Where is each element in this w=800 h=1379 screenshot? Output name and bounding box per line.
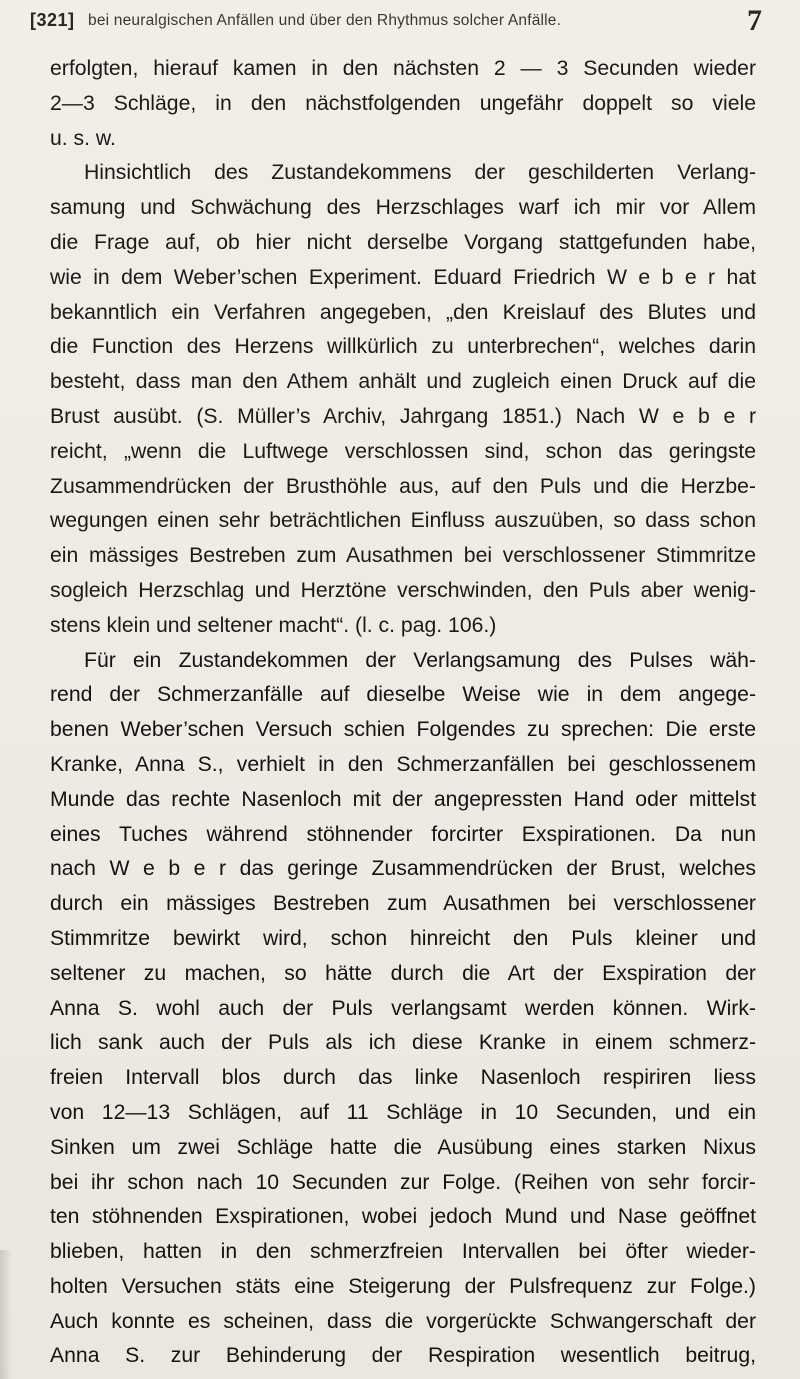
- running-title: bei neuralgischen Anfällen und über den Rhythmus solcher Anfälle.: [88, 12, 562, 29]
- text-line: Hinsichtlich des Zustandekommens der geschilderten Verlang-: [84, 161, 756, 185]
- text-line: erfolgten, hierauf kamen in den nächsten 2 — 3 Secunden wieder: [50, 57, 756, 80]
- text-line: benen Weber’schen Versuch schien Folgendes zu sprechen: Die erste: [50, 718, 756, 742]
- text-line: von 12—13 Schlägen, auf 11 Schläge in 10 Secunden, und ein: [50, 1100, 756, 1124]
- page-header: [30, 4, 770, 40]
- text-line: seltener zu machen, so hätte durch die Art der Exspiration der: [50, 961, 756, 985]
- text-line: Sinken um zwei Schläge hatte die Ausübung eines starken Nixus: [50, 1135, 756, 1159]
- text-line: reicht, „wenn die Luftwege verschlossen sind, schon das geringste: [50, 439, 756, 463]
- scan-edge-shadow: [0, 1250, 12, 1379]
- text-line: Für ein Zustandekommen der Verlangsamung des Pulses wäh-: [84, 648, 756, 672]
- text-line: sogleich Herzschlag und Herztöne verschwinden, den Puls aber wenig-: [50, 578, 756, 602]
- text-line: Anna S. wohl auch der Puls verlangsamt werden können. Wirk-: [50, 996, 756, 1020]
- text-line: Stimmritze bewirkt wird, schon hinreicht den Puls kleiner und: [50, 926, 756, 950]
- text-line: rend der Schmerzanfälle auf dieselbe Weise wie in dem angege-: [50, 683, 756, 707]
- text-line: Kranke, Anna S., verhielt in den Schmerzanfällen bei geschlossenem: [50, 752, 756, 776]
- text-line: bekanntlich ein Verfahren angegeben, „den Kreislauf des Blutes und: [50, 300, 756, 324]
- text-line: durch ein mässiges Bestreben zum Ausathmen bei verschlossener: [50, 892, 756, 916]
- text-line: 2—3 Schläge, in den nächstfolgenden ungefähr doppelt so viele: [50, 91, 756, 115]
- text-line: u. s. w.: [50, 126, 116, 150]
- body-text: [50, 52, 756, 1374]
- text-line: holten Versuchen stäts eine Steigerung der Pulsfrequenz zur Folge.): [50, 1274, 756, 1298]
- text-line: eines Tuches während stöhnender forcirter Exspirationen. Da nun: [50, 822, 756, 846]
- text-line: wie in dem Weber’schen Experiment. Eduard Friedrich W e b e r hat: [50, 265, 756, 289]
- text-line: Brust ausübt. (S. Müller’s Archiv, Jahrgang 1851.) Nach W e b e r: [50, 404, 756, 428]
- text-line: ten stöhnenden Exspirationen, wobei jedoch Mund und Nase geöffnet: [50, 1205, 756, 1229]
- text-line: die Frage auf, ob hier nicht derselbe Vorgang stattgefunden habe,: [50, 230, 756, 254]
- text-line: nach W e b e r das geringe Zusammendrücken der Brust, welches: [50, 857, 756, 881]
- text-line: samung und Schwächung des Herzschlages warf ich mir vor Allem: [50, 196, 756, 220]
- page-id: [321]: [30, 10, 75, 30]
- text-line: freien Intervall blos durch das linke Nasenloch respiriren liess: [50, 1066, 756, 1090]
- text-line: lich sank auch der Puls als ich diese Kranke in einem schmerz-: [50, 1031, 756, 1055]
- text-line: wegungen einen sehr beträchtlichen Einfluss auszuüben, so dass schon: [50, 509, 756, 533]
- text-line: die Function des Herzens willkürlich zu unterbrechen“, welches darin: [50, 335, 756, 359]
- text-line: bei ihr schon nach 10 Secunden zur Folge. (Reihen von sehr forcir-: [50, 1170, 756, 1194]
- text-line: besteht, dass man den Athem anhält und zugleich einen Druck auf die: [50, 370, 756, 394]
- text-line: Zusammendrücken der Brusthöhle aus, auf den Puls und die Herzbe-: [50, 474, 756, 498]
- text-line: blieben, hatten in den schmerzfreien Intervallen bei öfter wieder-: [50, 1240, 756, 1264]
- text-line: Anna S. zur Behinderung der Respiration wesentlich beitrug,: [50, 1344, 756, 1368]
- text-line: Auch konnte es scheinen, dass die vorgerückte Schwangerschaft der: [50, 1309, 756, 1333]
- page-number: 7: [747, 4, 762, 37]
- text-line: Munde das rechte Nasenloch mit der angepressten Hand oder mittelst: [50, 787, 756, 811]
- text-line: ein mässiges Bestreben zum Ausathmen bei verschlossener Stimmritze: [50, 544, 756, 568]
- text-line: stens klein und seltener macht“. (l. c. pag. 106.): [50, 613, 497, 637]
